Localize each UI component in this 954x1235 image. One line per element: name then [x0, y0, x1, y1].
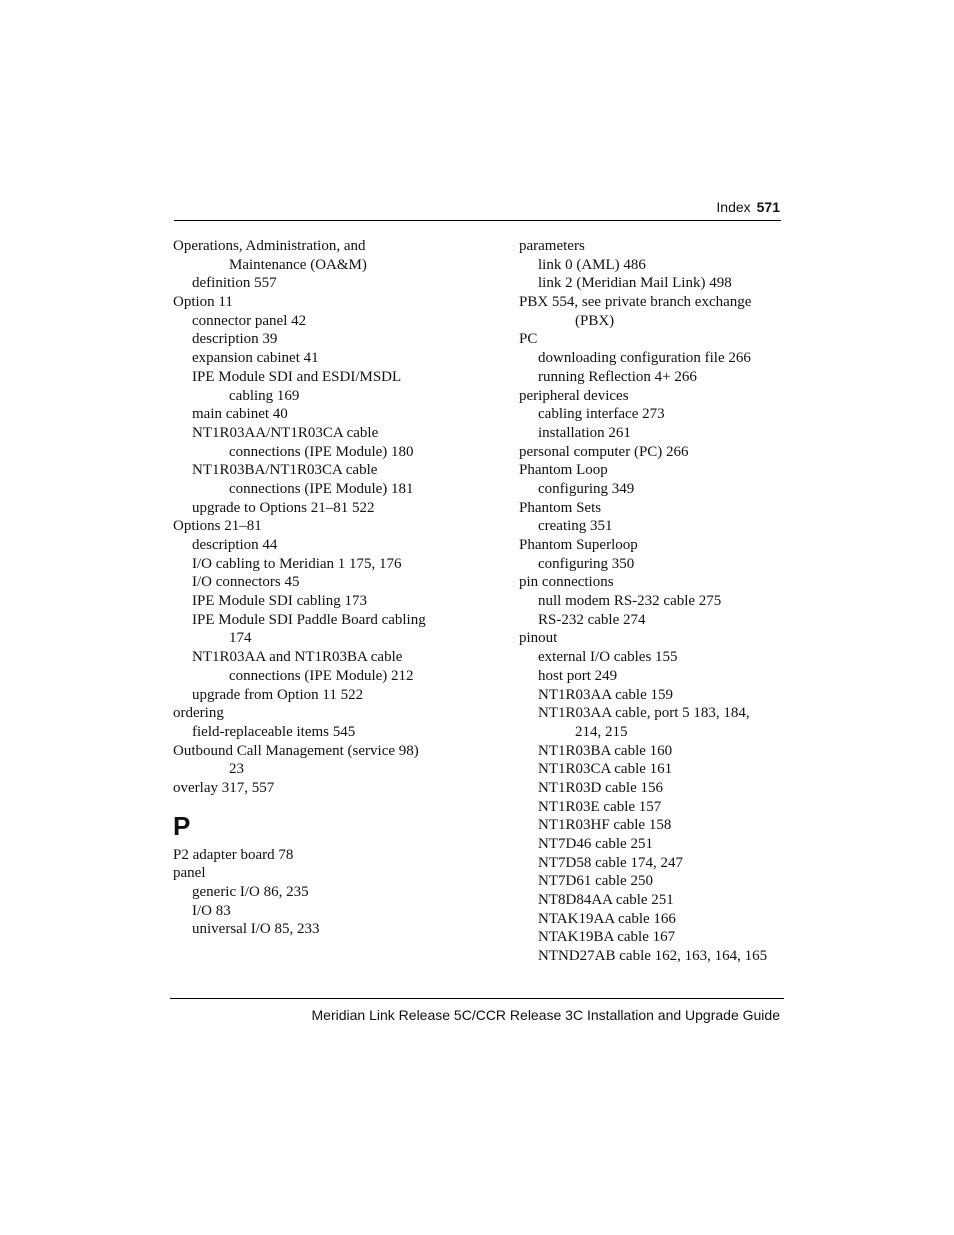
index-entry: parameters	[519, 238, 585, 254]
index-subentry: upgrade from Option 11 522	[192, 686, 364, 703]
index-subentry: NT7D61 cable 250	[538, 873, 653, 890]
index-subentry: I/O connectors 45	[192, 574, 300, 591]
index-subentry: installation 261	[538, 424, 631, 441]
index-subentry: running Reflection 4+ 266	[538, 368, 697, 385]
index-entry: Outbound Call Management (service 98)	[173, 742, 419, 759]
index-subentry: configuring 350	[538, 555, 635, 572]
index-subentry: link 0 (AML) 486	[538, 256, 646, 273]
index-subentry: cabling interface 273	[538, 406, 665, 423]
index-subentry: connections (IPE Module) 181	[229, 480, 414, 497]
index-entry: pin connections	[519, 574, 614, 591]
index-entry: panel	[173, 865, 206, 882]
index-subentry: 174	[229, 630, 252, 647]
index-subentry: description 39	[192, 331, 278, 348]
index-subentry: NT8D84AA cable 251	[538, 892, 674, 909]
index-subentry: NT1R03E cable 157	[538, 798, 662, 815]
index-subentry: 23	[229, 761, 244, 778]
index-entry: Phantom Sets	[519, 499, 602, 516]
index-subentry: 214, 215	[575, 723, 628, 740]
page-number: 571	[756, 199, 780, 215]
index-subentry: null modem RS-232 cable 275	[538, 593, 722, 610]
header-section: Index	[716, 199, 751, 215]
index-subentry: creating 351	[538, 518, 613, 535]
index-subentry: NTAK19BA cable 167	[538, 929, 676, 946]
index-subentry: definition 557	[192, 275, 277, 292]
header-rule	[174, 220, 781, 221]
index-subentry: configuring 349	[538, 480, 635, 497]
index-subentry: (PBX)	[575, 312, 615, 329]
index-subentry: connections (IPE Module) 180	[229, 443, 414, 460]
index-subentry: generic I/O 86, 235	[192, 884, 309, 900]
index-letter-heading: P	[173, 810, 191, 841]
index-subentry: NT1R03D cable 156	[538, 779, 663, 796]
index-subentry: field-replaceable items 545	[192, 723, 356, 740]
index-entry: PC	[519, 331, 538, 348]
index-entry: PBX 554, see private branch exchange	[519, 294, 752, 311]
index-subentry: expansion cabinet 41	[192, 350, 319, 367]
index-subentry: RS-232 cable 274	[538, 611, 646, 628]
index-entry: pinout	[519, 630, 558, 647]
index-subentry: NTND27AB cable 162, 163, 164, 165	[538, 948, 768, 965]
index-subentry: NT1R03BA cable 160	[538, 742, 673, 759]
index-subentry: IPE Module SDI and ESDI/MSDL	[192, 368, 402, 385]
index-entry: Phantom Superloop	[519, 537, 638, 553]
index-entry: peripheral devices	[519, 387, 629, 404]
index-entry: Options 21–81	[173, 518, 262, 535]
index-column-right	[519, 237, 789, 966]
running-header	[716, 199, 780, 215]
index-entry: P2 adapter board 78	[173, 846, 294, 863]
running-footer: Meridian Link Release 5C/CCR Release 3C Installation and Upgrade Guide	[311, 1007, 780, 1023]
index-entry: Phantom Loop	[519, 462, 608, 479]
index-subentry: Maintenance (OA&M)	[229, 256, 367, 273]
index-column-left	[173, 237, 453, 939]
index-subentry: NT1R03HF cable 158	[538, 817, 672, 834]
index-subentry: I/O cabling to Meridian 1 175, 176	[192, 555, 402, 572]
index-entry: overlay 317, 557	[173, 779, 275, 796]
index-subentry: NT1R03CA cable 161	[538, 761, 673, 778]
index-subentry: external I/O cables 155	[538, 649, 678, 666]
index-subentry: I/O 83	[192, 902, 231, 919]
index-subentry: host port 249	[538, 667, 618, 684]
index-subentry: NT1R03BA/NT1R03CA cable	[192, 462, 378, 479]
index-subentry: NT1R03AA cable 159	[538, 686, 673, 703]
index-subentry: description 44	[192, 537, 278, 553]
index-subentry: NT1R03AA cable, port 5 183, 184,	[538, 705, 750, 722]
index-entry: personal computer (PC) 266	[519, 443, 689, 460]
index-entry: ordering	[173, 705, 224, 722]
index-subentry: NTAK19AA cable 166	[538, 910, 676, 927]
index-subentry: NT1R03AA and NT1R03BA cable	[192, 649, 403, 666]
footer-rule	[170, 998, 784, 999]
index-subentry: NT7D46 cable 251	[538, 836, 653, 852]
index-subentry: upgrade to Options 21–81 522	[192, 499, 375, 516]
index-subentry: link 2 (Meridian Mail Link) 498	[538, 275, 732, 292]
index-entry: Option 11	[173, 294, 233, 311]
index-subentry: cabling 169	[229, 387, 300, 404]
index-subentry: NT1R03AA/NT1R03CA cable	[192, 424, 379, 441]
index-subentry: connector panel 42	[192, 312, 307, 329]
index-subentry: IPE Module SDI Paddle Board cabling	[192, 611, 426, 628]
index-subentry: NT7D58 cable 174, 247	[538, 854, 683, 871]
index-subentry: downloading configuration file 266	[538, 350, 751, 367]
index-entry: Operations, Administration, and	[173, 238, 366, 254]
index-subentry: IPE Module SDI cabling 173	[192, 593, 367, 610]
index-subentry: universal I/O 85, 233	[192, 921, 320, 938]
index-subentry: main cabinet 40	[192, 406, 288, 423]
index-subentry: connections (IPE Module) 212	[229, 667, 414, 684]
